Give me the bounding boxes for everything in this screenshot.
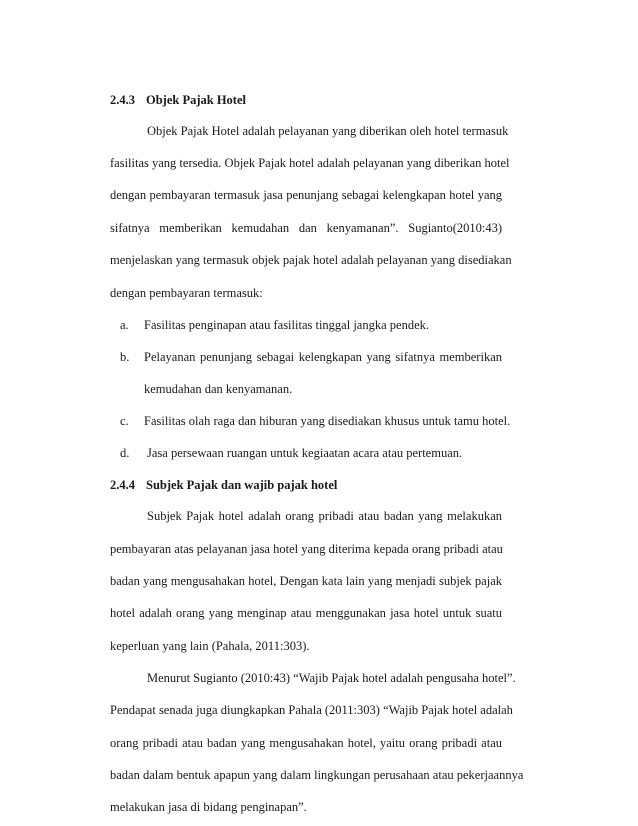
paragraph-line: dengan pembayaran termasuk: — [110, 286, 263, 300]
paragraph-line: hotel adalah orang yang menginap atau menggunakan jasa hotel untuk suatu — [110, 606, 502, 620]
paragraph-line: orang pribadi atau badan yang mengusahakan hotel, yaitu orang pribadi atau — [110, 736, 502, 750]
paragraph-line: menjelaskan yang termasuk objek pajak hotel adalah pelayanan yang disediakan — [110, 253, 512, 267]
section-title: Subjek Pajak dan wajib pajak hotel — [146, 478, 338, 492]
paragraph-line: Pendapat senada juga diungkapkan Pahala (2011:303) “Wajib Pajak hotel adalah — [110, 703, 513, 717]
list-marker: d. — [120, 446, 130, 460]
paragraph-line: melakukan jasa di bidang penginapan”. — [110, 800, 307, 814]
list-item-continuation: kemudahan dan kenyamanan. — [144, 382, 293, 396]
list-item: Fasilitas penginapan atau fasilitas tinggal jangka pendek. — [144, 318, 429, 332]
paragraph-line: dengan pembayaran termasuk jasa penunjang sebagai kelengkapan hotel yang — [110, 188, 502, 202]
section-number: 2.4.4 — [110, 478, 135, 492]
paragraph-line: fasilitas yang tersedia. Objek Pajak hotel adalah pelayanan yang diberikan hotel — [110, 156, 510, 170]
paragraph-line: badan yang mengusahakan hotel, Dengan kata lain yang menjadi subjek pajak — [110, 574, 502, 588]
list-marker: b. — [120, 350, 130, 364]
section-heading-2-4-3 — [110, 93, 246, 108]
paragraph-line: Subjek Pajak hotel adalah orang pribadi atau badan yang melakukan — [147, 509, 502, 523]
section-heading-2-4-4 — [110, 478, 337, 493]
paragraph-line: sifatnya memberikan kemudahan dan kenyamanan”. Sugianto(2010:43) — [110, 221, 502, 235]
paragraph-line: Objek Pajak Hotel adalah pelayanan yang diberikan oleh hotel termasuk — [147, 124, 509, 138]
section-title: Objek Pajak Hotel — [146, 93, 246, 107]
list-item: Jasa persewaan ruangan untuk kegiaatan acara atau pertemuan. — [147, 446, 463, 460]
paragraph-line: pembayaran atas pelayanan jasa hotel yang diterima kepada orang pribadi atau — [110, 542, 503, 556]
paragraph-line: Menurut Sugianto (2010:43) “Wajib Pajak hotel adalah pengusaha hotel”. — [147, 671, 516, 685]
paragraph-line: badan dalam bentuk apapun yang dalam lingkungan perusahaan atau pekerjaannya — [110, 768, 524, 782]
list-marker: a. — [120, 318, 129, 332]
list-item: Fasilitas olah raga dan hiburan yang disediakan khusus untuk tamu hotel. — [144, 414, 511, 428]
paragraph-line: keperluan yang lain (Pahala, 2011:303). — [110, 639, 310, 653]
list-marker: c. — [120, 414, 129, 428]
section-number: 2.4.3 — [110, 93, 135, 107]
list-item: Pelayanan penunjang sebagai kelengkapan yang sifatnya memberikan — [144, 350, 502, 364]
